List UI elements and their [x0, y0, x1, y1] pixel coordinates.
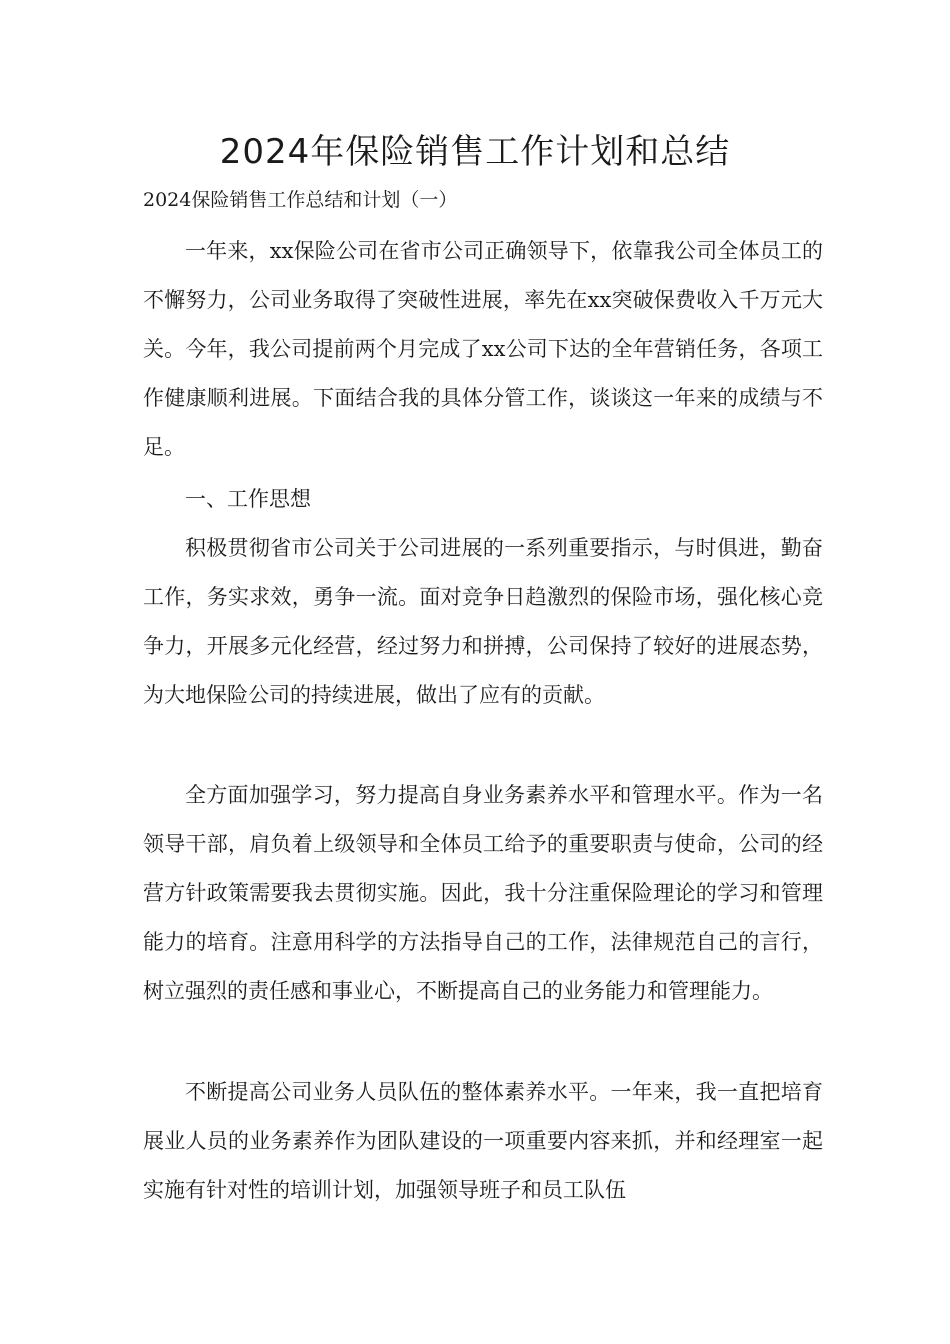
paragraph-work-thought: 积极贯彻省市公司关于公司进展的一系列重要指示，与时俱进，勤奋工作，务实求效，勇争一流。面对竞争日趋激烈的保险市场，强化核心竞争力，开展多元化经营，经过努力和拼搏，公司保持了较好的进展态势，为大地保险公司的持续进展，做出了应有的贡献。: [143, 536, 823, 707]
paragraph-study: 全方面加强学习，努力提高自身业务素养水平和管理水平。作为一名领导干部，肩负着上级领导和全体员工给予的重要职责与使命，公司的经营方针政策需要我去贯彻实施。因此，我十分注重保险理论的学习和管理能力的培育。注意用科学的方法指导自己的工作，法律规范自己的言行，树立强烈的责任感和事业心，不断提高自己的业务能力和管理能力。: [143, 783, 823, 1003]
document-title: 2024年保险销售工作计划和总结: [219, 132, 731, 172]
section-heading-work-thought: 一、工作思想: [185, 487, 311, 511]
document-subtitle: 2024保险销售工作总结和计划（一）: [143, 189, 458, 211]
paragraph-team-quality: 不断提高公司业务人员队伍的整体素养水平。一年来，我一直把培育展业人员的业务素养作为团队建设的一项重要内容来抓，并和经理室一起实施有针对性的培训计划，加强领导班子和员工队伍: [143, 1080, 823, 1202]
paragraph-intro: 一年来，xx保险公司在省市公司正确领导下，依靠我公司全体员工的不懈努力，公司业务取得了突破性进展，率先在xx突破保费收入千万元大关。今年，我公司提前两个月完成了xx公司下达的全年营销任务，各项工作健康顺利进展。下面结合我的具体分管工作，谈谈这一年来的成绩与不足。: [143, 239, 823, 459]
